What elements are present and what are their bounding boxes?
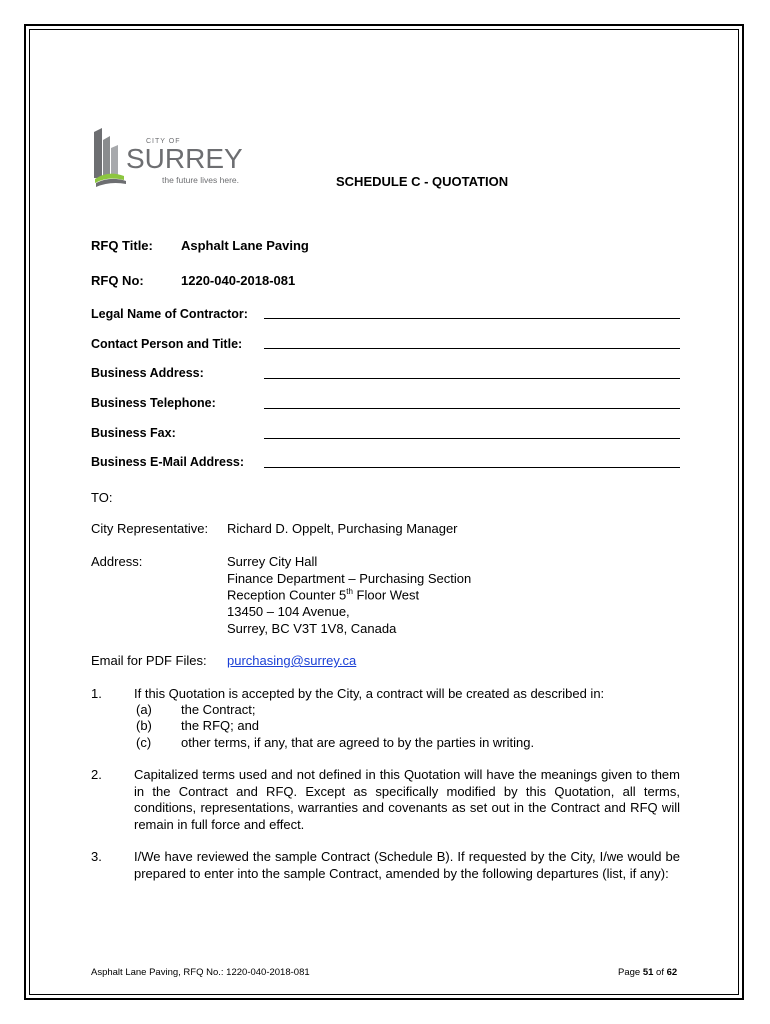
footer-left: Asphalt Lane Paving, RFQ No.: 1220-040-2018-081 <box>91 967 310 978</box>
rfq-no-label: RFQ No: <box>91 273 144 288</box>
item-1a-letter: (a) <box>136 702 152 717</box>
address-label: Address: <box>91 554 143 569</box>
item-1b-text: the RFQ; and <box>181 718 260 733</box>
item-2-number: 2. <box>91 767 102 782</box>
item-1-text: If this Quotation is accepted by the City, a contract will be created as described in: <box>134 686 605 701</box>
footer-page: Page 51 of 62 <box>618 967 678 978</box>
business-address-field[interactable] <box>264 378 680 379</box>
address-line-1: Surrey City Hall <box>227 554 318 569</box>
item-1b-letter: (b) <box>136 718 152 733</box>
business-telephone-label: Business Telephone: <box>91 396 216 410</box>
rfq-title-label: RFQ Title: <box>91 238 153 253</box>
city-rep-label: City Representative: <box>91 521 209 536</box>
item-1c-letter: (c) <box>136 735 152 750</box>
item-2-text: Capitalized terms used and not defined in this Quotation will have the meanings given to them in the Contract and RFQ. Except as specifically modified by this Quotation, all terms, conditions, representations, warranties and covenants as set out in the Contract and RFQ will remain in full force and effect. <box>134 767 680 832</box>
business-email-label: Business E-Mail Address: <box>91 455 245 469</box>
legal-name-field[interactable] <box>264 318 680 319</box>
to-label: TO: <box>91 490 113 505</box>
email-label: Email for PDF Files: <box>91 653 207 668</box>
legal-name-label: Legal Name of Contractor: <box>91 307 248 321</box>
schedule-title: SCHEDULE C - QUOTATION <box>336 174 509 189</box>
address-line-3: Reception Counter 5th Floor West <box>227 587 420 603</box>
contact-person-label: Contact Person and Title: <box>91 337 243 351</box>
item-1c-text: other terms, if any, that are agreed to by the parties in writing. <box>181 735 535 750</box>
item-3-number: 3. <box>91 849 102 864</box>
logo-graphic <box>92 126 244 188</box>
svg-text:the future lives here.: the future lives here. <box>162 175 240 185</box>
item-1-number: 1. <box>91 686 102 701</box>
item-1a-text: the Contract; <box>181 702 256 717</box>
city-rep-value: Richard D. Oppelt, Purchasing Manager <box>227 521 458 536</box>
address-line-5: Surrey, BC V3T 1V8, Canada <box>227 621 397 636</box>
svg-text:SURREY: SURREY <box>126 143 243 174</box>
business-email-field[interactable] <box>264 467 680 468</box>
rfq-title-value: Asphalt Lane Paving <box>181 238 309 253</box>
svg-text:CITY OF: CITY OF <box>146 138 181 145</box>
business-fax-field[interactable] <box>264 438 680 439</box>
contact-person-field[interactable] <box>264 348 680 349</box>
rfq-no-value: 1220-040-2018-081 <box>181 273 296 288</box>
city-of-surrey-logo <box>92 126 244 188</box>
address-line-4: 13450 – 104 Avenue, <box>227 604 350 619</box>
item-3-text: I/We have reviewed the sample Contract (Schedule B). If requested by the City, I/we would be prepared to enter into the sample Contract, amended by the following departures (list, if any): <box>134 849 680 881</box>
business-telephone-field[interactable] <box>264 408 680 409</box>
address-line-2: Finance Department – Purchasing Section <box>227 571 472 586</box>
business-fax-label: Business Fax: <box>91 426 176 440</box>
business-address-label: Business Address: <box>91 366 204 380</box>
email-link[interactable]: purchasing@surrey.ca <box>227 653 357 668</box>
